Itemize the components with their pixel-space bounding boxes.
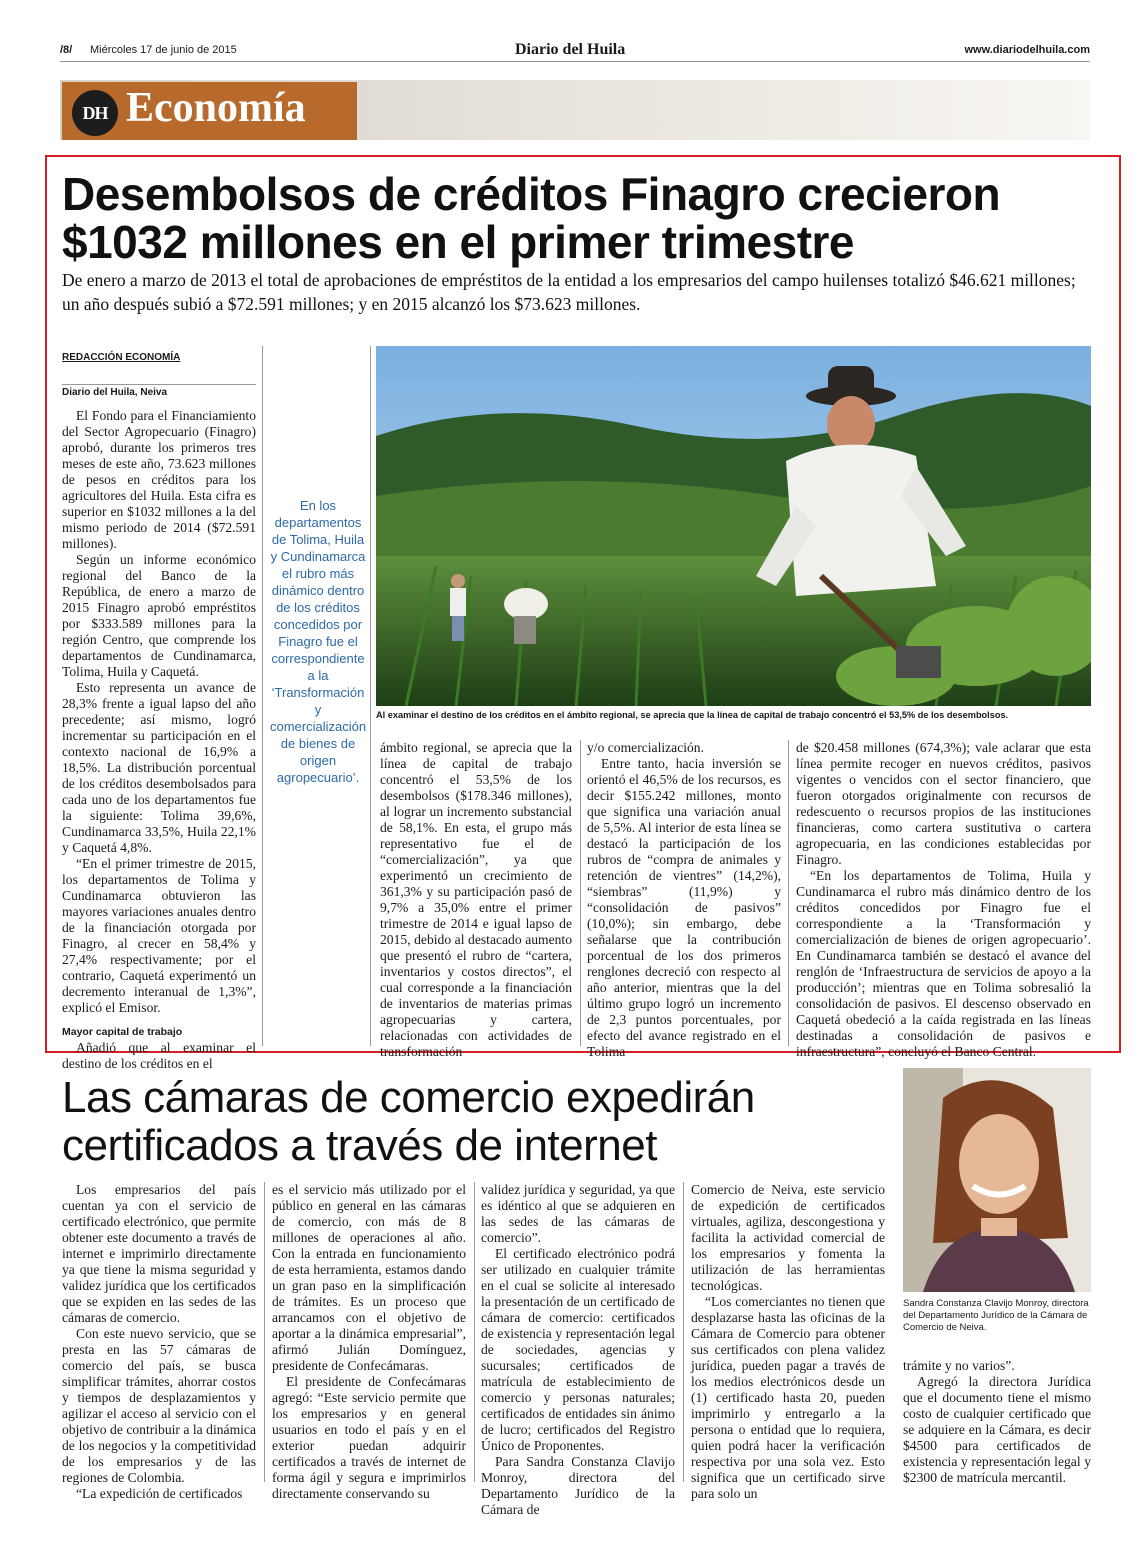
paragraph: “En el primer trimestre de 2015, los departamentos de Tolima y Cundinamarca obtuvieron las mayores variaciones anuales dentro de la financiación otorgada por Finagro, al crecer en 58,4% y 27,4% respectivamente; por el contrario, Caquetá experimentó un decremento interanual de 1,3%”, explicó el Emisor. [62,856,256,1015]
issue-date: Miércoles 17 de junio de 2015 [90,44,237,56]
article2-column-2 [272,1182,466,1502]
article1-subhead: Mayor capital de trabajo [62,1026,183,1038]
article2-headline-line1: Las cámaras de comercio expedirán [62,1073,755,1122]
column-divider [262,346,263,1046]
section-title: Economía [126,85,306,131]
article1-column-1 [62,408,256,1072]
dh-logo: DH [72,90,118,136]
paragraph: Para Sandra Constanza Clavijo Monroy, directora del Departamento Jurídico de la Cámara de [481,1454,675,1517]
paragraph: “La expedición de certificados [76,1486,243,1501]
paragraph: El certificado electrónico podrá ser utilizado en cualquier trámite en el cual se solicite al interesado la presentación de un certificado de cámara de comercio: certificados de existencia y representación legal de sociedades, agencias y sucursales; certificados de matrícula de establecimiento de comercio y personas naturales; certificados de entidades sin ánimo de lucro; certificados del Registro Único de Proponentes. [481,1246,675,1453]
paragraph: validez jurídica y seguridad, ya que es idéntico al que se adquieren en las sedes de las cámaras de comercio”. [481,1182,675,1245]
photo-caption: Al examinar el destino de los créditos en el ámbito regional, se aprecia que la línea de capital de trabajo concentró el 53,5% de los desembolsos. [376,710,1009,720]
paragraph: Entre tanto, hacia inversión se orientó el 46,5% de los recursos, es decir $155.242 millones, monto que significa una variación anual de 5,5%. Al interior de esta línea se destacó la participación de los rubros de “compra de animales y retención de vientres” (14,2%), “siembras” (11,9%) y “consolidación de pasivos” (10,0%); sin embargo, debe señalarse que la contribución porcentual de los dos primeros renglones decreció con respecto al año anterior, mientras que la del último grupo logró un incremento de 2,3 puntos porcentuales, por efecto del avance registrado en el Tolima [587,756,781,1059]
paragraph: Con este nuevo servicio, que se presta en las 57 cámaras de comercio del país, se busca simplificar trámites, ahorrar costos y tiempos de desplazamientos y agilizar el acceso al servicio con el objetivo de contribuir a la dinámica de los negocios y la competitividad de los empresarios y de las regiones de Colombia. [62,1326,256,1485]
page-number: /8/ [60,44,73,56]
paragraph: Los empresarios del país cuentan ya con el servicio de certificado electrónico, que permite obtener este documento a través de internet e imprimirlo directamente ya que tiene la misma seguridad y validez jurídica que los certificados que se expiden en las sedes de las cámaras de comercio. [62,1182,256,1325]
paragraph: Esto representa un avance de 28,3% frente a igual lapso del año precedente; así mismo, logró incrementar su participación en el contexto nacional de 16,9% a 18,5%. La distribución porcentual de los créditos desembolsados para cada uno de los departamentos fue la siguiente: Tolima 39,6%, Cundinamarca 33,5%, Huila 22,1% y Caquetá 4,8%. [62,680,256,855]
column-divider [264,1182,265,1482]
paragraph: ámbito regional, se aprecia que la línea de capital de trabajo concentró el 53,5% de los desembolsos ($178.346 millones), al lograr un incremento substancial de 58,1%. En esta, el grupo más representativo fue el de “comercialización”, ya que experimentó un crecimiento de 361,3% y su participación pasó de 9,7% a 35,0% entre el primer trimestre de 2014 e igual lapso de 2015, debido al destacado aumento que presentó el rubro de “cartera, inventarios y costos directos”, el cual corresponde a la financiación de inventarios de materias primas agropecuarias y cartera, relacionadas con actividades de transformación [380,740,572,1059]
article1-column-2 [380,740,572,1060]
paragraph: El Fondo para el Financiamiento del Sector Agropecuario (Finagro) aprobó, durante los primeros tres meses de este año, 73.623 millones de pesos en créditos para los agricultores del Huila. Esta cifra es superior en $1032 millones a la del mismo periodo de 2014 ($72.591 millones). [62,408,256,551]
website-url[interactable]: www.diariodelhuila.com [964,44,1090,56]
paragraph: Comercio de Neiva, este servicio de expedición de certificados virtuales, agiliza, descongestiona y facilita la actividad comercial de los empresarios y fomenta la utilización de las herramientas tecnológicas. [691,1182,885,1293]
column-divider [474,1182,475,1482]
column-divider [370,346,371,1046]
portrait-caption: Sandra Constanza Clavijo Monroy, directora del Departamento Jurídico de la Cámara de Comercio de Neiva. [903,1298,1089,1333]
column-divider [788,740,789,1046]
paragraph: Según un informe económico regional del Banco de la República, de enero a marzo de 2015 Finagro aprobó empréstitos por $333.589 millones para la región Centro, que comprende los departamentos de Cundinamarca, Tolima, Huila y Caquetá. [62,552,256,679]
pull-quote: En los departamentos de Tolima, Huila y Cundinamarca el rubro más dinámico dentro de los créditos concedidos por Finagro fue el correspondiente a la ‘Transformación y comercialización de bienes de origen agropecuario’. [270,498,367,785]
paragraph: trámite y no varios”. [903,1358,1015,1373]
paragraph: “En los departamentos de Tolima, Huila y Cundinamarca el rubro más dinámico dentro de los créditos concedidos por Finagro fue el correspondiente a la ‘Transformación y comercialización de bienes de origen agropecuario’. En Cundinamarca también se destacó el avance del renglón de ‘Infraestructura de servicios de apoyo a la producción’; mientras que en Tolima sobresalió la consolidación de pasivos. El descenso observado en Caquetá obedeció a la caída registrada en las líneas destinadas a consolidación de pasivos e infraestructura”, concluyó el Banco Central. [796,868,1091,1059]
article2-column-5 [903,1358,1091,1486]
column-divider [683,1182,684,1482]
article2-column-3 [481,1182,675,1518]
paragraph: de $20.458 millones (674,3%); vale aclarar que esta línea permite recoger en nuevos créditos, pasivos vigentes o vencidos con el sector financiero, que fueron otorgados originalmente con recursos de redescuento o recursos propios de las instituciones financieras, como cartera sustitutiva o cartera agropecuaria, en las condiciones establecidas por Finagro. [796,740,1091,867]
article1-lead: De enero a marzo de 2013 el total de aprobaciones de empréstitos de la entidad a los empresarios del campo huilenses totalizó $46.621 millones; un año después subió a $72.591 millones; y en 2015 alcanzó los $73.623 millones. [62,270,1076,314]
article1-location: Diario del Huila, Neiva [62,384,256,398]
paragraph: El presidente de Confecámaras agregó: “Este servicio permite que los empresarios y en general usuarios en todo el país y en el exterior puedan adquirir certificados a través de internet de forma ágil y segura e imprimirlos directamente conservando su [272,1374,466,1501]
paragraph: y/o comercialización. [587,740,705,755]
article2-column-4 [691,1182,885,1502]
newspaper-name: Diario del Huila [515,41,626,58]
portrait-photo [903,1068,1091,1292]
paragraph: “Los comerciantes no tienen que desplazarse hasta las oficinas de la Cámara de Comercio para obtener sus certificados con plena validez jurídica, pueden pagar a través de los medios electrónicos desde un (1) certificado hasta 20, pueden imprimirlo y entregarlo a la persona o entidad que lo requiera, quien podrá hacer la verificación respectiva por una sola vez. Esto significa que un certificado sirve para solo un [691,1294,885,1501]
page-header [60,40,1090,62]
article1-headline-line1: Desembolsos de créditos Finagro crecieron [62,168,1001,220]
article1-byline: REDACCIÓN ECONOMÍA [62,352,181,363]
paragraph: Agregó la directora Jurídica que el documento tiene el mismo costo de cualquier certificado que se adquiere en la Cámara, es decir $4500 para certificados de existencia y representación legal y $2300 de matrícula mercantil. [903,1374,1091,1485]
article1-headline-line2: $1032 millones en el primer trimestre [62,216,855,268]
farmer-photo [376,346,1091,706]
article1-column-4 [796,740,1091,1060]
article2-column-1 [62,1182,256,1502]
paragraph: es el servicio más utilizado por el público en general en las cámaras de comercio, con más de 8 millones de operaciones al año. Con la entrada en funcionamiento de esta herramienta, estamos dando un gran paso en la simplificación de trámites. Es un proceso que arrancamos con el objetivo de aportar a la dinámica empresarial”, afirmó Julián Domínguez, presidente de Confecámaras. [272,1182,466,1373]
article1-column-3 [587,740,781,1060]
paragraph: Añadió que al examinar el destino de los créditos en el [62,1040,256,1071]
article2-headline-line2: certificados a través de internet [62,1121,657,1170]
column-divider [580,740,581,1046]
